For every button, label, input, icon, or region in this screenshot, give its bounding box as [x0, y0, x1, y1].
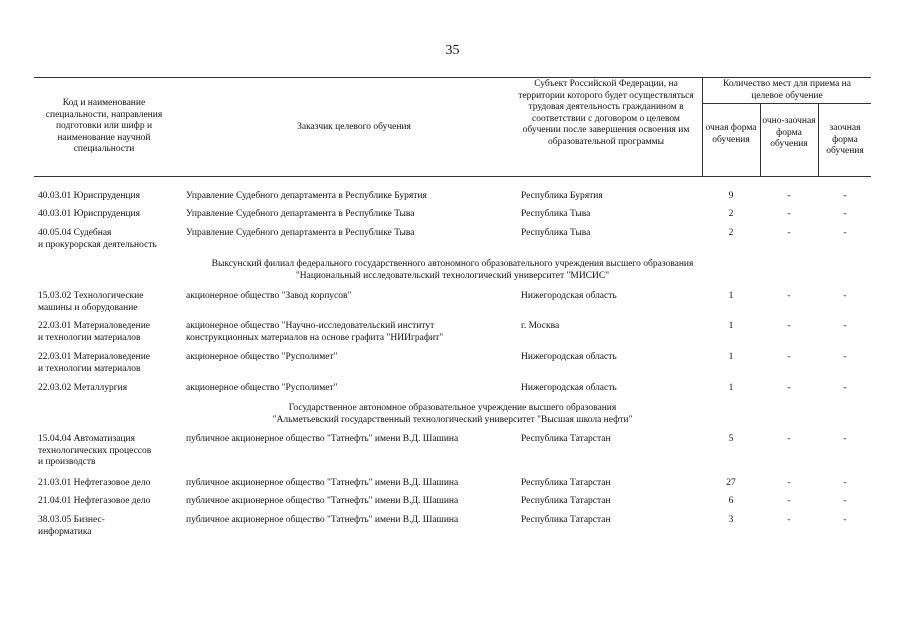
header-code: Код и наименование специальности, направления подготовки или шифр и наименование научной специальности [45, 98, 163, 155]
distance-count: - [843, 291, 847, 301]
header-subject: Субъект Российской Федерации, на территории которого будет осуществляться трудовая деятельность гражданином в соответствии с договором о целевом обучении после завершения освоения им образовательной программы [518, 79, 694, 147]
customer-cell: акционерное общество "Завод корпусов" [186, 291, 352, 301]
region-cell: Республика Тыва [521, 209, 591, 219]
full-time-count: 1 [728, 321, 734, 331]
code-cell: 40.03.01 Юриспруденция [38, 191, 140, 201]
code-cell: 22.03.01 Материаловедение и технологии материалов [38, 321, 150, 343]
header-full-time: очная форма обучения [705, 123, 757, 145]
code-cell: 22.03.01 Материаловедение и технологии материалов [38, 352, 150, 374]
region-cell: Нижегородская область [521, 383, 617, 393]
customer-cell: публичное акционерное общество "Татнефть" имени В.Д. Шашина [186, 515, 459, 525]
customer-cell: публичное акционерное общество "Татнефть" имени В.Д. Шашина [186, 496, 459, 506]
full-time-count: 27 [726, 478, 736, 488]
region-cell: Нижегородская область [521, 352, 617, 362]
region-cell: Республика Бурятия [521, 191, 603, 201]
header-distance: заочная форма обучения [826, 123, 864, 157]
header-part-time: очно-заочная форма обучения [762, 116, 816, 150]
region-cell: г. Москва [521, 321, 560, 331]
customer-cell: Управление Судебного департамента в Республике Тыва [186, 228, 415, 238]
customer-cell: публичное акционерное общество "Татнефть" имени В.Д. Шашина [186, 434, 459, 444]
customer-cell: акционерное общество "Русполимет" [186, 383, 338, 393]
part-time-count: - [787, 478, 791, 488]
distance-count: - [843, 383, 847, 393]
part-time-count: - [787, 496, 791, 506]
header-divider [702, 78, 703, 176]
distance-count: - [843, 228, 847, 238]
code-cell: 15.03.02 Технологические машины и оборудование [38, 291, 144, 313]
full-time-count: 1 [728, 383, 734, 393]
code-cell: 21.04.01 Нефтегазовое дело [38, 496, 151, 506]
distance-count: - [843, 352, 847, 362]
customer-cell: публичное акционерное общество "Татнефть" имени В.Д. Шашина [186, 478, 459, 488]
region-cell: Республика Татарстан [521, 496, 611, 506]
part-time-count: - [787, 191, 791, 201]
full-time-count: 1 [728, 291, 734, 301]
code-cell: 15.04.04 Автоматизация технологических процессов и производств [38, 434, 152, 468]
header-divider [818, 103, 819, 176]
full-time-count: 1 [728, 352, 734, 362]
part-time-count: - [787, 515, 791, 525]
full-time-count: 5 [728, 434, 734, 444]
code-cell: 22.03.02 Металлургия [38, 383, 128, 393]
part-time-count: - [787, 228, 791, 238]
full-time-count: 3 [728, 515, 734, 525]
customer-cell: акционерное общество "Научно-исследовательский институт конструкционных материалов на основе графита "НИИграфит" [186, 321, 444, 343]
header-divider [760, 103, 761, 176]
code-cell: 40.03.01 Юриспруденция [38, 209, 140, 219]
part-time-count: - [787, 291, 791, 301]
distance-count: - [843, 515, 847, 525]
table-header [34, 77, 871, 177]
region-cell: Республика Татарстан [521, 478, 611, 488]
header-customer: Заказчик целевого обучения [297, 122, 411, 132]
region-cell: Республика Тыва [521, 228, 591, 238]
distance-count: - [843, 209, 847, 219]
distance-count: - [843, 434, 847, 444]
distance-count: - [843, 478, 847, 488]
customer-cell: Управление Судебного департамента в Республике Тыва [186, 209, 415, 219]
full-time-count: 2 [728, 228, 734, 238]
part-time-count: - [787, 383, 791, 393]
customer-cell: Управление Судебного департамента в Республике Бурятия [186, 191, 427, 201]
code-cell: 38.03.05 Бизнес- информатика [38, 515, 105, 537]
page-number: 35 [445, 43, 460, 58]
region-cell: Республика Татарстан [521, 515, 611, 525]
code-cell: 21.03.01 Нефтегазовое дело [38, 478, 151, 488]
full-time-count: 9 [728, 191, 734, 201]
organization-heading: Выксунский филиал федерального государственного автономного образовательного учреждения высшего образования "Национальный исследовательский технологический университет "МИСИС" [211, 259, 694, 281]
customer-cell: акционерное общество "Русполимет" [186, 352, 338, 362]
distance-count: - [843, 321, 847, 331]
region-cell: Республика Татарстан [521, 434, 611, 444]
distance-count: - [843, 496, 847, 506]
header-places: Количество мест для приема на целевое обучение [723, 79, 851, 101]
code-cell: 40.05.04 Судебная и прокурорская деятельность [38, 228, 157, 250]
part-time-count: - [787, 352, 791, 362]
part-time-count: - [787, 434, 791, 444]
header-divider [702, 103, 871, 104]
region-cell: Нижегородская область [521, 291, 617, 301]
part-time-count: - [787, 209, 791, 219]
full-time-count: 2 [728, 209, 734, 219]
distance-count: - [843, 191, 847, 201]
full-time-count: 6 [728, 496, 734, 506]
organization-heading: Государственное автономное образовательное учреждение высшего образования "Альметьевский государственный технологический университет "Высшая школа нефти" [272, 403, 633, 425]
part-time-count: - [787, 321, 791, 331]
